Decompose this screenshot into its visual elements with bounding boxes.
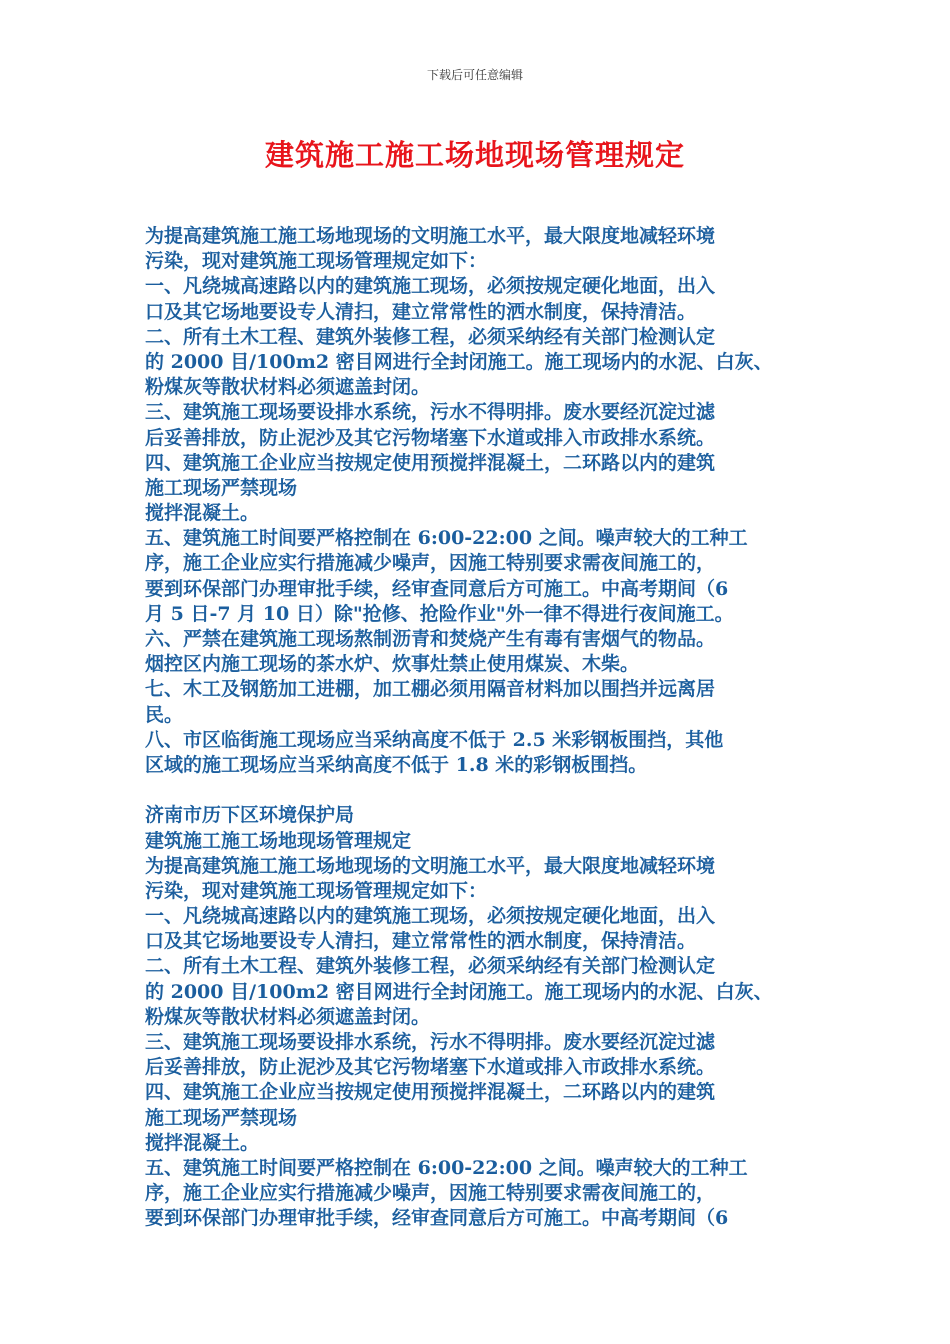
paragraph-line: 三、建筑施工现场要设排水系统，污水不得明排。废水要经沉淀过滤 (145, 401, 716, 424)
paragraph-line: 五、建筑施工时间要严格控制在 6:00-22:00 之间。噪声较大的工种工 (145, 527, 748, 550)
paragraph-line: 五、建筑施工时间要严格控制在 6:00-22:00 之间。噪声较大的工种工 (145, 1156, 748, 1179)
paragraph-line: 口及其它场地要设专人清扫，建立常常性的洒水制度，保持清洁。 (145, 300, 697, 323)
paragraph-line: 后妥善排放，防止泥沙及其它污物堵塞下水道或排入市政排水系统。 (145, 426, 716, 449)
repeated-title-line: 建筑施工施工场地现场管理规定 (145, 829, 412, 852)
paragraph-line: 为提高建筑施工施工场地现场的文明施工水平，最大限度地减轻环境 (145, 225, 716, 247)
paragraph-line: 序，施工企业应实行措施减少噪声，因施工特别要求需夜间施工的， (145, 1182, 716, 1205)
paragraph-line: 四、建筑施工企业应当按规定使用预搅拌混凝土，二环路以内的建筑 (145, 1081, 716, 1104)
paragraph-line: 要到环保部门办理审批手续，经审查同意后方可施工。中高考期间（6 (145, 1207, 729, 1230)
paragraph-line: 序，施工企业应实行措施减少噪声，因施工特别要求需夜间施工的， (145, 552, 716, 575)
paragraph-line: 为提高建筑施工施工场地现场的文明施工水平，最大限度地减轻环境 (145, 854, 716, 877)
document-body (145, 224, 805, 1232)
paragraph-line: 搅拌混凝土。 (145, 1131, 260, 1154)
paragraph-line: 二、所有土木工程、建筑外装修工程，必须采纳经有关部门检测认定 (145, 325, 716, 348)
paragraph-line: 要到环保部门办理审批手续，经审查同意后方可施工。中高考期间（6 (145, 577, 729, 600)
paragraph-line: 的 2000 目/100m2 密目网进行全封闭施工。施工现场内的水泥、白灰、 (145, 980, 773, 1003)
header-note: 下载后可任意编辑 (426, 68, 523, 82)
paragraph-line: 的 2000 目/100m2 密目网进行全封闭施工。施工现场内的水泥、白灰、 (145, 350, 773, 373)
paragraph-line: 粉煤灰等散状材料必须遮盖封闭。 (145, 1005, 431, 1028)
issuer-line: 济南市历下区环境保护局 (145, 804, 355, 827)
paragraph-line: 污染，现对建筑施工现场管理规定如下： (145, 250, 488, 273)
paragraph-line: 六、严禁在建筑施工现场熬制沥青和焚烧产生有毒有害烟气的物品。 (145, 628, 716, 650)
paragraph-line: 搅拌混凝土。 (145, 502, 260, 525)
paragraph-line: 八、市区临街施工现场应当采纳高度不低于 2.5 米彩钢板围挡，其他 (145, 728, 724, 751)
paragraph-line: 口及其它场地要设专人清扫，建立常常性的洒水制度，保持清洁。 (145, 930, 697, 953)
paragraph-line: 二、所有土木工程、建筑外装修工程，必须采纳经有关部门检测认定 (145, 955, 716, 978)
paragraph-line: 三、建筑施工现场要设排水系统，污水不得明排。废水要经沉淀过滤 (145, 1031, 716, 1053)
paragraph-line: 施工现场严禁现场 (145, 1106, 298, 1129)
paragraph-line: 一、凡绕城高速路以内的建筑施工现场，必须按规定硬化地面，出入 (145, 905, 716, 928)
paragraph-line: 施工现场严禁现场 (145, 476, 298, 499)
section-2 (145, 803, 805, 1231)
paragraph-line: 一、凡绕城高速路以内的建筑施工现场，必须按规定硬化地面，出入 (145, 275, 716, 298)
document-title: 建筑施工施工场地现场管理规定 (264, 138, 685, 172)
paragraph-line: 七、木工及钢筋加工进棚，加工棚必须用隔音材料加以围挡并远离居 (145, 678, 716, 701)
paragraph-line: 粉煤灰等散状材料必须遮盖封闭。 (145, 376, 431, 399)
paragraph-line: 四、建筑施工企业应当按规定使用预搅拌混凝土，二环路以内的建筑 (145, 451, 716, 474)
paragraph-line: 月 5 日-7 月 10 日）除"抢修、抢险作业"外一律不得进行夜间施工。 (145, 602, 734, 625)
paragraph-line: 后妥善排放，防止泥沙及其它污物堵塞下水道或排入市政排水系统。 (145, 1056, 716, 1079)
section-1 (145, 224, 805, 778)
section-spacer (145, 778, 805, 803)
paragraph-line: 烟控区内施工现场的茶水炉、炊事灶禁止使用煤炭、木柴。 (145, 653, 640, 676)
paragraph-line: 民。 (145, 703, 184, 726)
paragraph-line: 污染，现对建筑施工现场管理规定如下： (145, 879, 488, 902)
paragraph-line: 区域的施工现场应当采纳高度不低于 1.8 米的彩钢板围挡。 (145, 753, 648, 776)
